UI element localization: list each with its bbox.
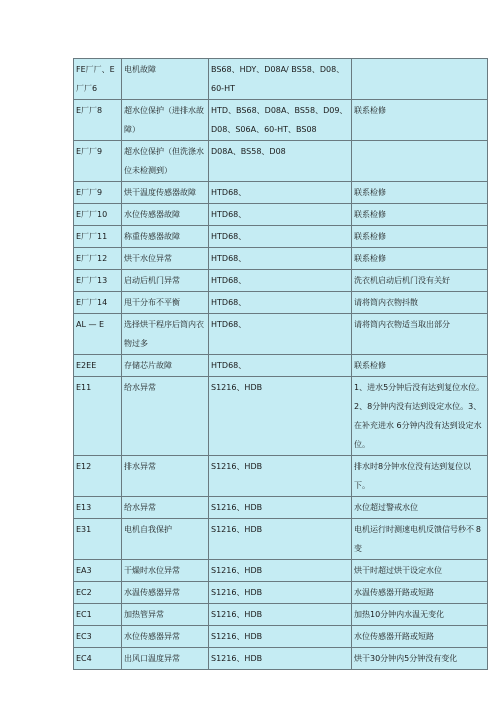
- action-text: 联系检修: [354, 232, 386, 241]
- error-code-text: E厂厂8: [76, 106, 103, 115]
- error-code-cell: [74, 519, 122, 560]
- models-text: HTD68、: [211, 254, 247, 263]
- table-body: [74, 59, 488, 670]
- error-code-text: E12: [76, 462, 92, 471]
- models-text: HTD68、: [211, 298, 247, 307]
- fault-description-text: 干燥时水位异常: [124, 566, 180, 575]
- fault-description-text: 加热管异常: [124, 610, 164, 619]
- error-code-text: E31: [76, 525, 92, 534]
- action-cell: [352, 270, 488, 292]
- fault-description-cell: [122, 377, 209, 456]
- table-row: [74, 456, 488, 497]
- models-text: S1216、HDB: [211, 654, 263, 663]
- action-text: 水温传感器开路或短路: [354, 588, 434, 597]
- fault-description-text: 水温传感器异常: [124, 588, 180, 597]
- error-code-text: EC4: [76, 654, 92, 663]
- fault-description-cell: [122, 204, 209, 226]
- error-code-text: E厂厂10: [76, 210, 108, 219]
- table-row: [74, 497, 488, 519]
- error-code-text: EA3: [76, 566, 92, 575]
- table-row: [74, 100, 488, 141]
- error-code-cell: [74, 355, 122, 377]
- models-text: HTD68、: [211, 188, 247, 197]
- table-row: [74, 182, 488, 204]
- error-code-cell: [74, 292, 122, 314]
- action-cell: [352, 604, 488, 626]
- models-text: S1216、HDB: [211, 566, 263, 575]
- error-code-text: E厂厂9: [76, 147, 103, 156]
- action-text: 水位传感器开路或短路: [354, 632, 434, 641]
- fault-description-cell: [122, 604, 209, 626]
- table-row: [74, 560, 488, 582]
- table-row: [74, 248, 488, 270]
- action-text: 洗衣机启动后机门没有关好: [354, 276, 450, 285]
- error-code-text: E厂厂14: [76, 298, 108, 307]
- models-text: S1216、HDB: [211, 610, 263, 619]
- action-text: 1、进水5分钟后没有达到复位水位。2、8分钟内没有达到设定水位。3、在补充进水 6分钟内没有达到设定水位。: [354, 383, 485, 449]
- fault-description-cell: [122, 248, 209, 270]
- error-code-cell: [74, 648, 122, 670]
- fault-description-text: 烘干水位异常: [124, 254, 172, 263]
- models-cell: [209, 582, 352, 604]
- action-cell: [352, 456, 488, 497]
- fault-description-cell: [122, 648, 209, 670]
- action-text: 加热10分钟内水温无变化: [354, 610, 445, 619]
- error-code-cell: [74, 226, 122, 248]
- fault-description-text: 超水位保护（进排水故障）: [124, 106, 204, 134]
- error-code-text: E厂厂11: [76, 232, 108, 241]
- models-cell: [209, 604, 352, 626]
- table-row: [74, 314, 488, 355]
- action-cell: [352, 204, 488, 226]
- fault-description-cell: [122, 582, 209, 604]
- action-text: 联系检修: [354, 188, 386, 197]
- models-text: HTD68、: [211, 276, 247, 285]
- error-code-text: FE厂厂、E厂厂6: [76, 65, 115, 93]
- models-cell: [209, 314, 352, 355]
- error-code-cell: [74, 456, 122, 497]
- models-text: HTD、BS68、D08A、BS58、D09、D08、S06A、60-HT、BS08: [211, 106, 348, 134]
- models-text: BS68、HDY、D08A/ BS58、D08、60-HT: [211, 65, 345, 93]
- fault-description-text: 启动后机门异常: [124, 276, 180, 285]
- fault-description-cell: [122, 59, 209, 100]
- error-code-cell: [74, 497, 122, 519]
- action-cell: [352, 141, 488, 182]
- action-cell: [352, 519, 488, 560]
- fault-description-cell: [122, 560, 209, 582]
- fault-description-cell: [122, 182, 209, 204]
- action-text: 电机运行时测速电机反馈信号秒不变: [354, 525, 474, 553]
- error-code-cell: [74, 604, 122, 626]
- models-text: S1216、HDB: [211, 588, 263, 597]
- action-text: 联系检修: [354, 361, 386, 370]
- fault-description-cell: [122, 270, 209, 292]
- models-cell: [209, 270, 352, 292]
- fault-description-text: 电机故障: [124, 65, 156, 74]
- action-cell: [352, 59, 488, 100]
- error-code-cell: [74, 314, 122, 355]
- action-cell: [352, 648, 488, 670]
- action-text: 烘干时超过烘干设定水位: [354, 566, 442, 575]
- error-code-cell: [74, 141, 122, 182]
- table-row: [74, 226, 488, 248]
- fault-description-text: 电机自我保护: [124, 525, 172, 534]
- error-code-cell: [74, 626, 122, 648]
- table-row: [74, 519, 488, 560]
- error-code-text: AL — E: [76, 320, 105, 329]
- fault-description-cell: [122, 456, 209, 497]
- table-row: [74, 604, 488, 626]
- action-cell: [352, 497, 488, 519]
- table-row: [74, 626, 488, 648]
- fault-description-text: 存储芯片故障: [124, 361, 172, 370]
- table-row: [74, 355, 488, 377]
- action-cell: [352, 226, 488, 248]
- models-text: HTD68、: [211, 210, 247, 219]
- fault-description-text: 水位传感器异常: [124, 632, 180, 641]
- models-cell: [209, 204, 352, 226]
- models-cell: [209, 377, 352, 456]
- models-cell: [209, 100, 352, 141]
- error-code-text: E厂厂12: [76, 254, 108, 263]
- error-code-text: E13: [76, 503, 92, 512]
- table-row: [74, 292, 488, 314]
- table-row: [74, 204, 488, 226]
- error-code-text: E厂厂13: [76, 276, 108, 285]
- error-code-cell: [74, 100, 122, 141]
- action-text: 水位超过警戒水位: [354, 503, 418, 512]
- models-text: S1216、HDB: [211, 462, 263, 471]
- margin-number: 8: [475, 525, 481, 534]
- error-code-text: E2EE: [76, 361, 97, 370]
- action-cell: [352, 248, 488, 270]
- fault-description-text: 给水异常: [124, 383, 156, 392]
- action-text: 联系检修: [354, 210, 386, 219]
- models-cell: [209, 292, 352, 314]
- fault-description-cell: [122, 226, 209, 248]
- models-text: HTD68、: [211, 361, 247, 370]
- table-row: [74, 270, 488, 292]
- action-cell: [352, 314, 488, 355]
- table-row: [74, 59, 488, 100]
- action-cell: [352, 355, 488, 377]
- models-text: HTD68、: [211, 320, 247, 329]
- fault-description-text: 称重传感器故障: [124, 232, 180, 241]
- models-text: S1216、HDB: [211, 503, 263, 512]
- fault-description-text: 出风口温度异常: [124, 654, 180, 663]
- table-row: [74, 648, 488, 670]
- fault-description-cell: [122, 355, 209, 377]
- fault-description-text: 选择烘干程序后筒内衣物过多: [124, 320, 204, 348]
- models-cell: [209, 648, 352, 670]
- models-text: S1216、HDB: [211, 383, 263, 392]
- models-text: HTD68、: [211, 232, 247, 241]
- action-text: 联系检修: [354, 254, 386, 263]
- action-text: 排水时8分钟水位没有达到复位以下。: [354, 462, 472, 490]
- models-text: D08A、BS58、D08: [211, 147, 286, 156]
- fault-description-text: 超水位保护（但洗涤水位未检测到）: [124, 147, 204, 175]
- error-code-text: E11: [76, 383, 92, 392]
- error-code-text: EC1: [76, 610, 92, 619]
- error-code-text: E厂厂9: [76, 188, 103, 197]
- models-cell: [209, 519, 352, 560]
- models-cell: [209, 626, 352, 648]
- action-cell: [352, 377, 488, 456]
- table-row: [74, 377, 488, 456]
- models-cell: [209, 59, 352, 100]
- models-cell: [209, 182, 352, 204]
- error-code-cell: [74, 204, 122, 226]
- models-cell: [209, 497, 352, 519]
- models-cell: [209, 141, 352, 182]
- action-text: 联系检修: [354, 106, 386, 115]
- fault-description-cell: [122, 141, 209, 182]
- action-cell: [352, 182, 488, 204]
- models-text: S1216、HDB: [211, 632, 263, 641]
- fault-description-cell: [122, 100, 209, 141]
- models-cell: [209, 355, 352, 377]
- table-row: [74, 582, 488, 604]
- action-cell: [352, 292, 488, 314]
- action-text: 请将筒内衣物抖散: [354, 298, 418, 307]
- fault-description-text: 给水异常: [124, 503, 156, 512]
- error-code-cell: [74, 59, 122, 100]
- action-cell: [352, 582, 488, 604]
- action-cell: [352, 100, 488, 141]
- action-cell: [352, 626, 488, 648]
- error-code-cell: [74, 270, 122, 292]
- error-code-text: EC3: [76, 632, 92, 641]
- fault-description-text: 烘干温度传感器故障: [124, 188, 196, 197]
- table-row: [74, 141, 488, 182]
- fault-description-cell: [122, 497, 209, 519]
- error-code-cell: [74, 377, 122, 456]
- fault-description-cell: [122, 314, 209, 355]
- error-code-text: EC2: [76, 588, 92, 597]
- error-code-cell: [74, 182, 122, 204]
- action-cell: [352, 560, 488, 582]
- models-cell: [209, 248, 352, 270]
- error-code-cell: [74, 560, 122, 582]
- action-text: 烘干30分钟内5分钟没有变化: [354, 654, 458, 663]
- models-cell: [209, 456, 352, 497]
- fault-description-text: 排水异常: [124, 462, 156, 471]
- fault-description-cell: [122, 292, 209, 314]
- models-text: S1216、HDB: [211, 525, 263, 534]
- fault-description-text: 甩干分布不平衡: [124, 298, 180, 307]
- models-cell: [209, 560, 352, 582]
- fault-description-text: 水位传感器故障: [124, 210, 180, 219]
- fault-description-cell: [122, 626, 209, 648]
- action-text: 请将筒内衣物适当取出部分: [354, 320, 450, 329]
- error-code-cell: [74, 248, 122, 270]
- models-cell: [209, 226, 352, 248]
- error-code-cell: [74, 582, 122, 604]
- error-code-table: [73, 58, 488, 670]
- fault-description-cell: [122, 519, 209, 560]
